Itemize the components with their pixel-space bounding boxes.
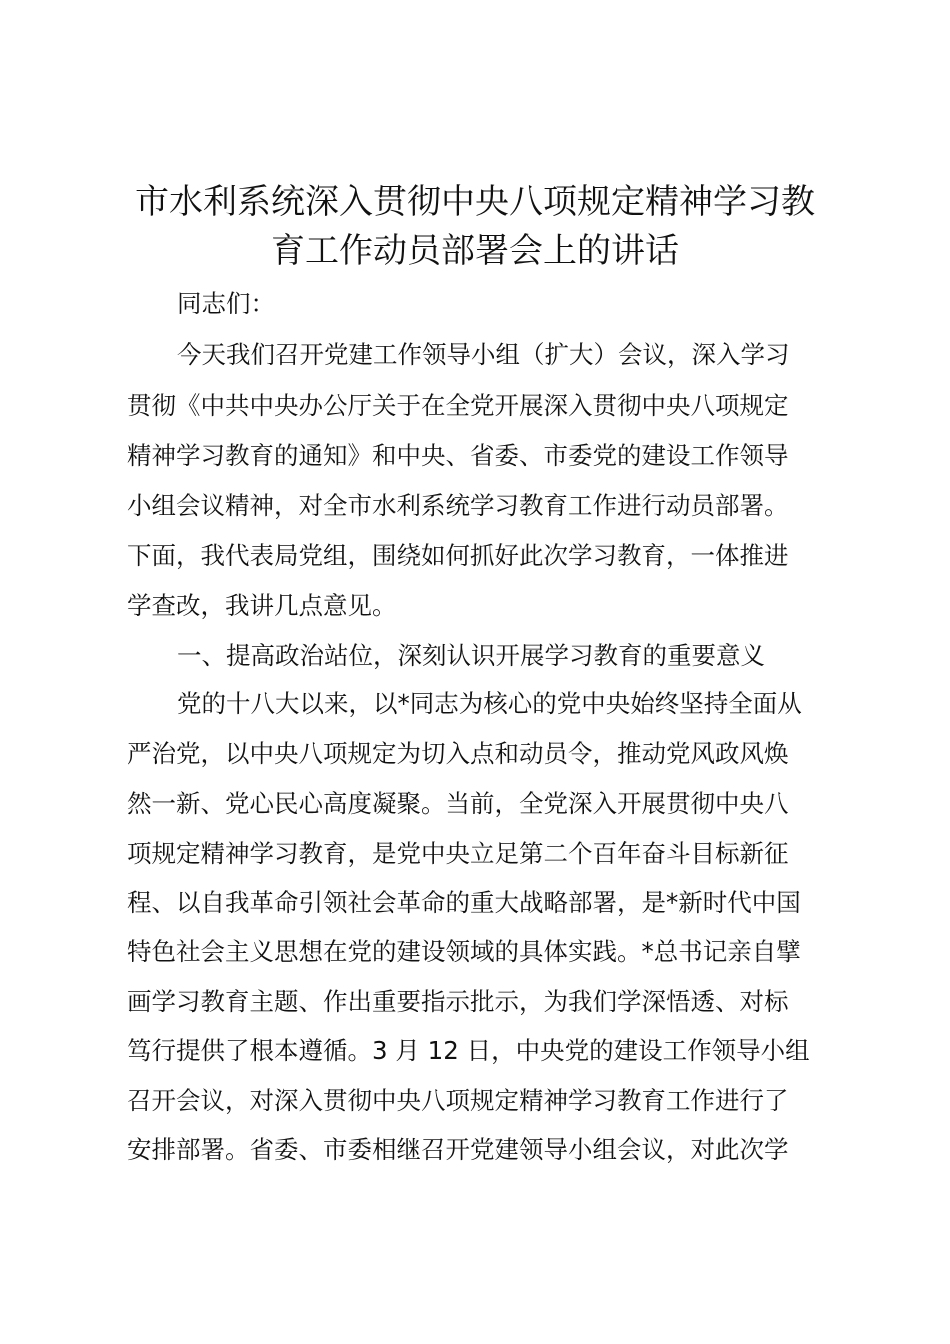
paragraph-line: 画学习教育主题、作出重要指示批示，为我们学深悟透、对标 — [127, 987, 789, 1016]
paragraph-line: 严治党，以中央八项规定为切入点和动员令，推动党风政风焕 — [127, 739, 789, 768]
greeting: 同志们： — [177, 289, 275, 318]
paragraph-line: 程、以自我革命引领社会革命的重大战略部署，是*新时代中国 — [127, 888, 801, 917]
paragraph-line: 今天我们召开党建工作领导小组（扩大）会议，深入学习 — [177, 340, 790, 369]
paragraph-line: 特色社会主义思想在党的建设领域的具体实践。*总书记亲自擘 — [127, 937, 801, 966]
paragraph-line: 安排部署。省委、市委相继召开党建领导小组会议，对此次学 — [127, 1135, 789, 1164]
document-title — [110, 178, 840, 276]
paragraph-line: 学查改，我讲几点意见。 — [127, 591, 397, 620]
paragraph-line: 项规定精神学习教育，是党中央立足第二个百年奋斗目标新征 — [127, 839, 789, 868]
title-line-1: 市水利系统深入贯彻中央八项规定精神学习教 — [135, 182, 815, 222]
section-heading: 一、提高政治站位，深刻认识开展学习教育的重要意义 — [177, 641, 765, 670]
paragraph-line: 精神学习教育的通知》和中央、省委、市委党的建设工作领导 — [127, 441, 789, 470]
paragraph-line: 召开会议，对深入贯彻中央八项规定精神学习教育工作进行了 — [127, 1086, 789, 1115]
paragraph-line: 下面，我代表局党组，围绕如何抓好此次学习教育，一体推进 — [127, 541, 789, 570]
paragraph-line: 小组会议精神，对全市水利系统学习教育工作进行动员部署。 — [127, 491, 789, 520]
paragraph-line: 党的十八大以来，以*同志为核心的党中央始终坚持全面从 — [177, 689, 802, 718]
paragraph-line: 贯彻《中共中央办公厅关于在全党开展深入贯彻中央八项规定 — [127, 391, 789, 420]
paragraph-line: 然一新、党心民心高度凝聚。当前，全党深入开展贯彻中央八 — [127, 789, 789, 818]
paragraph-line: 笃行提供了根本遵循。3 月 12 日，中央党的建设工作领导小组 — [127, 1036, 810, 1065]
title-line-2: 育工作动员部署会上的讲话 — [271, 231, 679, 271]
